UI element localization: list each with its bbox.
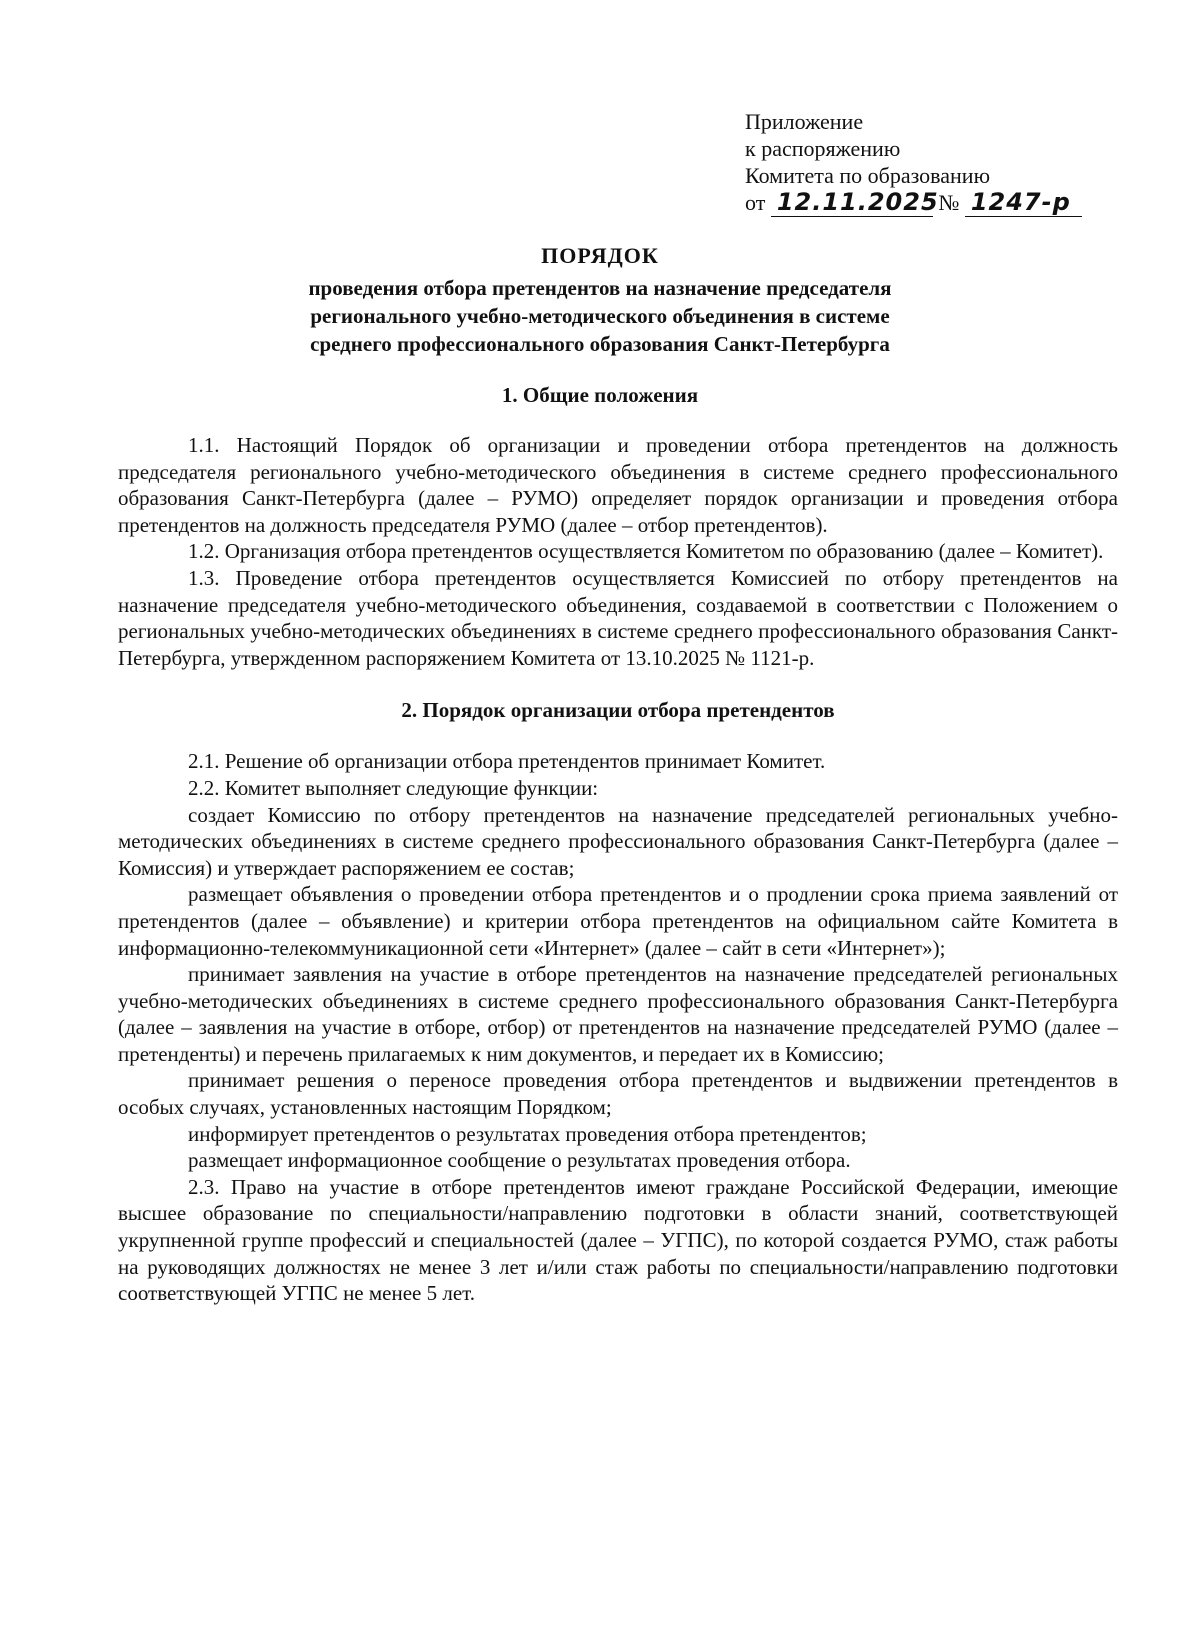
document-title: ПОРЯДОК xyxy=(541,243,659,268)
paragraph-1-2: 1.2. Организация отбора претендентов осуществляется Комитетом по образованию (далее – Комитет). xyxy=(188,539,1104,564)
appendix-date-line xyxy=(745,189,1082,217)
paragraph-2-1: 2.1. Решение об организации отбора претендентов принимает Комитет. xyxy=(188,749,826,774)
paragraph-2-2-item-5: информирует претендентов о результатах проведения отбора претендентов; xyxy=(188,1121,867,1146)
section-1-title: 1. Общие положения xyxy=(501,383,699,407)
appendix-block xyxy=(745,108,1082,217)
paragraph-2-2-item-2: размещает объявления о проведении отбора претендентов и о продлении срока приема заявлений от претендентов (далее – объявление) и критерии отбора претендентов на официальном сайте Комитета в информационно-телекоммуникационной сети «Интернет» (далее – сайт в сети «Интернет»); xyxy=(118,882,1118,960)
appendix-line-3: Комитета по образованию xyxy=(745,163,991,188)
subtitle-line-2: регионального учебно-методического объединения в системе xyxy=(310,304,890,328)
paragraph-2-2-item-6: размещает информационное сообщение о результатах проведения отбора. xyxy=(188,1148,851,1173)
document-subtitle xyxy=(0,274,1200,358)
paragraph-1-1: 1.1. Настоящий Порядок об организации и проведении отбора претендентов на должность председателя регионального учебно-методического объединения в системе среднего профессионального образования Санкт-Петербурга (далее – РУМО) определяет порядок организации и проведения отбора претендентов на должность председателя РУМО (далее – отбор претендентов). xyxy=(118,433,1118,537)
subtitle-line-1: проведения отбора претендентов на назначение председателя xyxy=(308,276,892,300)
subtitle-line-3: среднего профессионального образования Санкт-Петербурга xyxy=(310,332,890,356)
document-body xyxy=(118,432,1118,1307)
section-2-title: 2. Порядок организации отбора претендентов xyxy=(401,698,835,723)
paragraph-2-3: 2.3. Право на участие в отборе претендентов имеют граждане Российской Федерации, имеющие высшее образование по специальности/направлению подготовки в области знаний, соответствующей укрупненной группе профессий и специальностей (далее – УГПС), по которой создается РУМО, стаж работы на руководящих должностях не менее 3 лет и/или стаж работы по специальности/направлению подготовки соответствующей УГПС не менее 5 лет. xyxy=(118,1174,1118,1306)
appendix-line-2: к распоряжению xyxy=(745,136,901,161)
paragraph-2-2-item-3: принимает заявления на участие в отборе претендентов на назначение председателей региональных учебно-методических объединениях в системе среднего профессионального образования Санкт-Петербурга (далее – заявления на участие в отборе, отбор) от претендентов на назначение председателей РУМО (далее – претенденты) и перечень прилагаемых к ним документов, и передает их в Комиссию; xyxy=(118,962,1118,1066)
paragraph-2-2: 2.2. Комитет выполняет следующие функции: xyxy=(188,775,599,800)
paragraph-2-2-item-1: создает Комиссию по отбору претендентов на назначение председателей региональных учебно-методических объединениях в системе среднего профессионального образования Санкт-Петербурга (далее – Комиссия) и утверждает распоряжением ее состав; xyxy=(118,802,1118,880)
date-prefix: от xyxy=(745,190,766,215)
appendix-line-1: Приложение xyxy=(745,109,864,134)
paragraph-1-3: 1.3. Проведение отбора претендентов осуществляется Комиссией по отбору претендентов на назначение председателя учебно-методического объединения, создаваемой в соответствии с Положением о региональных учебно-методических объединениях в системе среднего профессионального образования Санкт-Петербурга, утвержденном распоряжением Комитета от 13.10.2025 № 1121-р. xyxy=(118,565,1118,670)
number-prefix: № xyxy=(938,190,960,215)
document-title-block xyxy=(0,242,1200,358)
handwritten-number: 1247-р xyxy=(965,189,1082,217)
handwritten-date: 12.11.2025 xyxy=(771,189,933,217)
paragraph-2-2-item-4: принимает решения о переносе проведения отбора претендентов и выдвижении претендентов в особых случаях, установленных настоящим Порядком; xyxy=(118,1068,1118,1120)
